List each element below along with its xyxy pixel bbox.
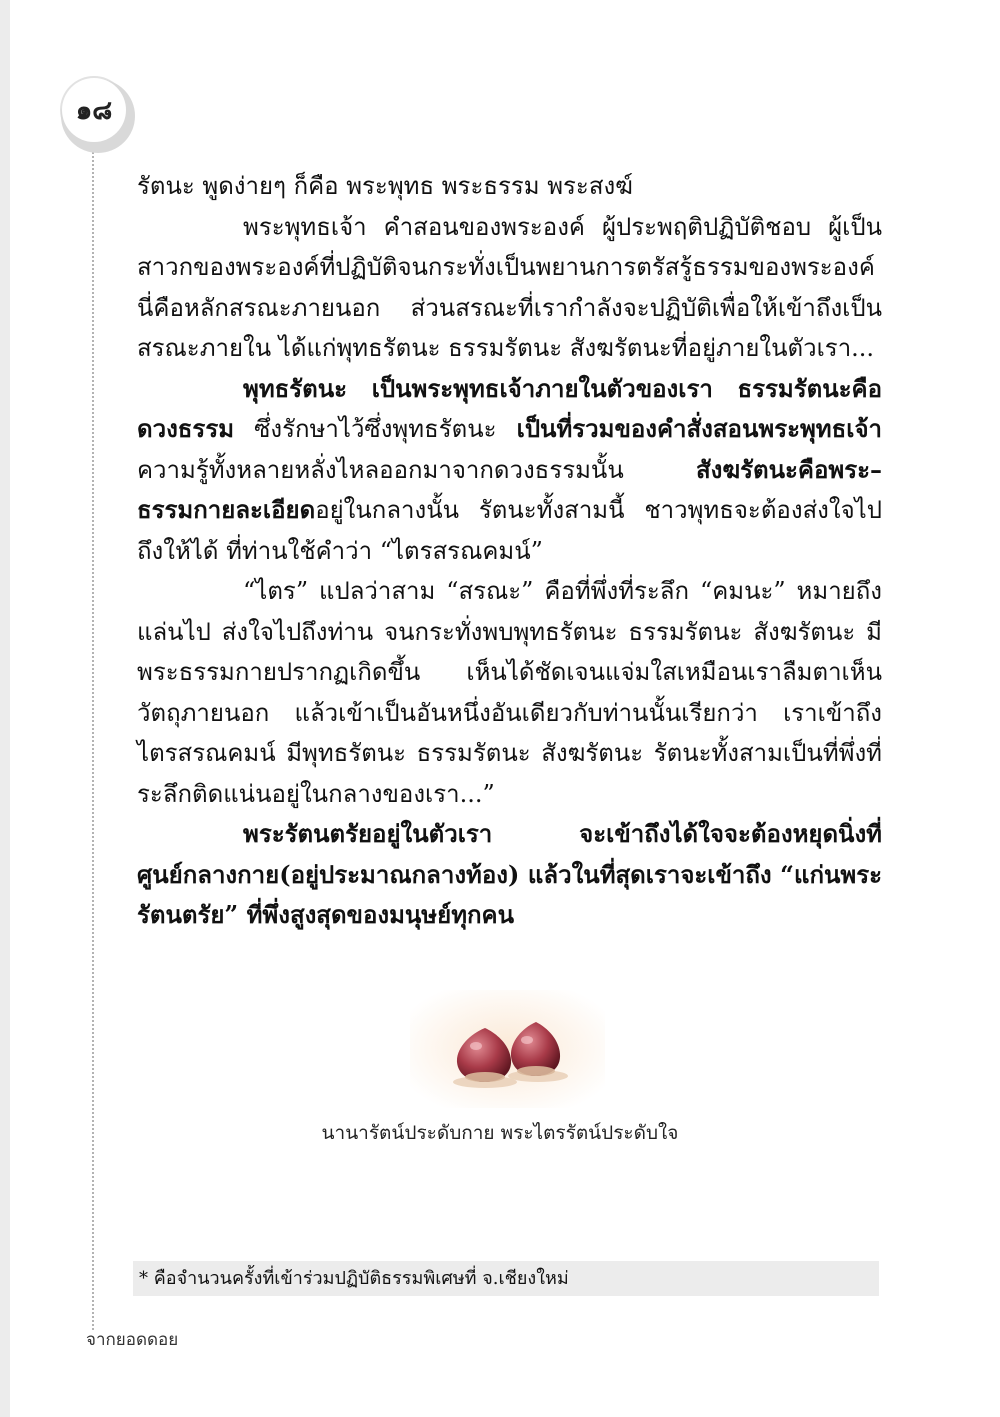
page-number-badge [62, 78, 126, 142]
text-phrase-3: อยู่ในกลางนั้น รัตนะทั้งสามนี้ ชาวพุทธจะต้องส่งใจไปถึงให้ได้ ที่ท่านใช้คำว่า “ไตรสรณคมน์” [137, 496, 882, 565]
text-phrase-2: ความรู้ทั้งหลายหลั่งไหลออกมาจากดวงธรรมนั้น [137, 455, 696, 484]
figure-caption: นานารัตน์ประดับกาย พระไตรรัตน์ประดับใจ [321, 1122, 679, 1144]
footnote: * คือจำนวนครั้งที่เข้าร่วมปฏิบัติธรรมพิเศษที่ จ.เชียงใหม่ [133, 1261, 879, 1296]
running-title: จากยอดดอย [86, 1330, 179, 1350]
bold-phrase-3: สังฆรัตนะคือพระ–ธรรมกายละเอียด [137, 454, 882, 524]
paragraph-2: พระพุทธเจ้า คำสอนของพระองค์ ผู้ประพฤติปฏิบัติชอบ ผู้เป็นสาวกของพระองค์ที่ปฏิบัติจนกระทั่งเป็นพยานการตรัสรู้ธรรมของพระองค์ นี่คือหลักสรณะภายนอก ส่วนสรณะที่เรากำลังจะปฏิบัติเพื่อให้เข้าถึงเป็นสรณะภายใน ได้แก่พุทธรัตนะ ธรรมรัตนะ สังฆรัตนะที่อยู่ภายในตัวเรา... [137, 212, 882, 362]
text-phrase-1: ซึ่งรักษาไว้ซึ่งพุทธรัตนะ [234, 415, 517, 443]
bold-paragraph-5: พระรัตนตรัยอยู่ในตัวเรา จะเข้าถึงได้ใจจะต้องหยุดนิ่งที่ศูนย์กลางกาย(อยู่ประมาณกลางท้อง) แล้วในที่สุดเราจะเข้าถึง “แก่นพระรัตนตรัย” ที่พึ่งสูงสุดของมนุษย์ทุกคน [137, 819, 882, 929]
paragraph-3 [137, 369, 882, 572]
dotted-margin-rule [92, 152, 94, 1330]
paragraph-5 [137, 814, 882, 936]
page-edge-shadow [0, 0, 10, 1417]
gem-photo [410, 990, 605, 1108]
page-number: ๑๘ [75, 95, 113, 126]
bold-phrase-2: เป็นที่รวมของคำสั่งสอนพระพุทธเจ้า [516, 414, 882, 443]
paragraph-4: “ไตร” แปลว่าสาม “สรณะ” คือที่พึ่งที่ระลึก “คมนะ” หมายถึงแล่นไป ส่งใจไปถึงท่าน จนกระทั่งพบพุทธรัตนะ ธรรมรัตนะ สังฆรัตนะ มีพระธรรมกายปรากฏเกิดขึ้น เห็นได้ชัดเจนแจ่มใสเหมือนเราลืมตาเห็นวัตถุภายนอก แล้วเข้าเป็นอันหนึ่งอันเดียวกับท่านนั้นเรียกว่า เราเข้าถึงไตรสรณคมน์ มีพุทธรัตนะ ธรรมรัตนะ สังฆรัตนะ รัตนะทั้งสามเป็นที่พึ่งที่ระลึกติดแน่นอยู่ในกลางของเรา...” [137, 577, 882, 808]
body-text [137, 166, 882, 936]
bold-phrase-1: พุทธรัตนะ เป็นพระพุทธเจ้าภายในตัวของเรา ธรรมรัตนะคือดวงธรรม [137, 373, 882, 443]
paragraph-1: รัตนะ พูดง่ายๆ ก็คือ พระพุทธ พระธรรม พระสงฆ์ [137, 172, 633, 200]
